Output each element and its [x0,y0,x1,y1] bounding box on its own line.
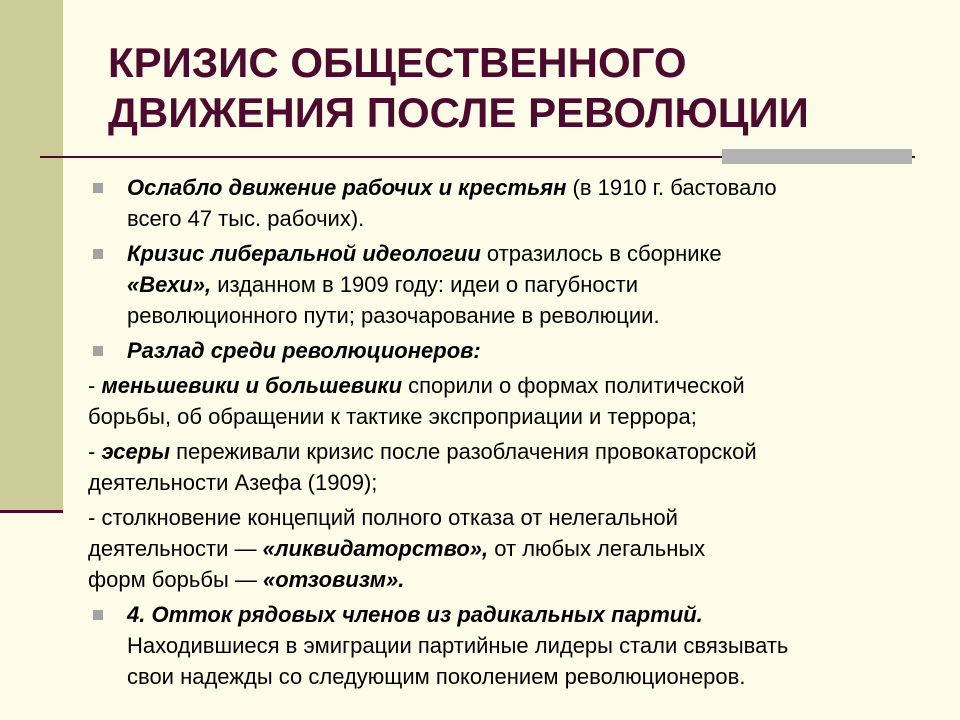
item-text: свои надежды со следующим поколением революционеров. [127,664,746,689]
list-item-workers [88,172,938,234]
item-text: спорили о формах политической [402,373,745,398]
item-text: Находившиеся в эмиграции партийные лидеры стали связывать [127,633,789,658]
list-item-concepts-clash [88,502,938,595]
item-text: революционного пути; разочарование в революции. [127,303,660,328]
list-item-mensheviks-bolsheviks [88,370,938,432]
square-bullet-icon [93,610,103,620]
item-text: деятельности — [88,536,263,561]
item-emphasis: «отзовизм». [262,567,405,592]
side-decoration-bar [0,0,63,512]
item-lead: 4. Отток рядовых членов из радикальных партий. [127,602,703,627]
title-line-1: КРИЗИС ОБЩЕСТВЕННОГО [108,39,687,86]
list-item-members-outflow [88,599,938,692]
item-lead: эсеры [101,439,170,464]
list-item-liberal-crisis [88,238,938,331]
list-item-revolutionaries-split [88,335,938,366]
item-text: форм борьбы — [88,567,263,592]
title-accent-bar [722,149,912,164]
item-text: изданном в 1909 году: идеи о пагубности [211,272,639,297]
item-lead: меньшевики и большевики [101,373,403,398]
slide-body [88,172,938,696]
item-lead: Кризис либеральной идеологии [127,241,481,266]
item-emphasis: «ликвидаторство», [262,536,489,561]
item-text: деятельности Азефа (1909); [88,470,378,495]
dash-marker: - [88,439,102,464]
dash-marker: - [88,373,102,398]
item-emphasis: «Вехи», [127,272,212,297]
item-text: борьбы, об обращении к тактике экспроприации и террора; [88,404,697,429]
list-item-esers [88,436,938,498]
item-lead: Разлад среди революционеров: [127,338,481,363]
slide-title [108,38,938,138]
item-text: всего 47 тыс. рабочих). [127,206,365,231]
item-text: от любых легальных [488,536,706,561]
item-text: переживали кризис после разоблачения провокаторской [170,439,757,464]
item-text: отразилось в сборнике [480,241,722,266]
square-bullet-icon [93,183,103,193]
square-bullet-icon [93,346,103,356]
title-line-2: ДВИЖЕНИЯ ПОСЛЕ РЕВОЛЮЦИИ [108,89,809,136]
item-text: (в 1910 г. бастовало [566,175,777,200]
square-bullet-icon [93,249,103,259]
side-decoration-line [0,510,63,513]
item-lead: Ослабло движение рабочих и крестьян [127,175,567,200]
item-text: - столкновение концепций полного отказа от нелегальной [88,505,678,530]
